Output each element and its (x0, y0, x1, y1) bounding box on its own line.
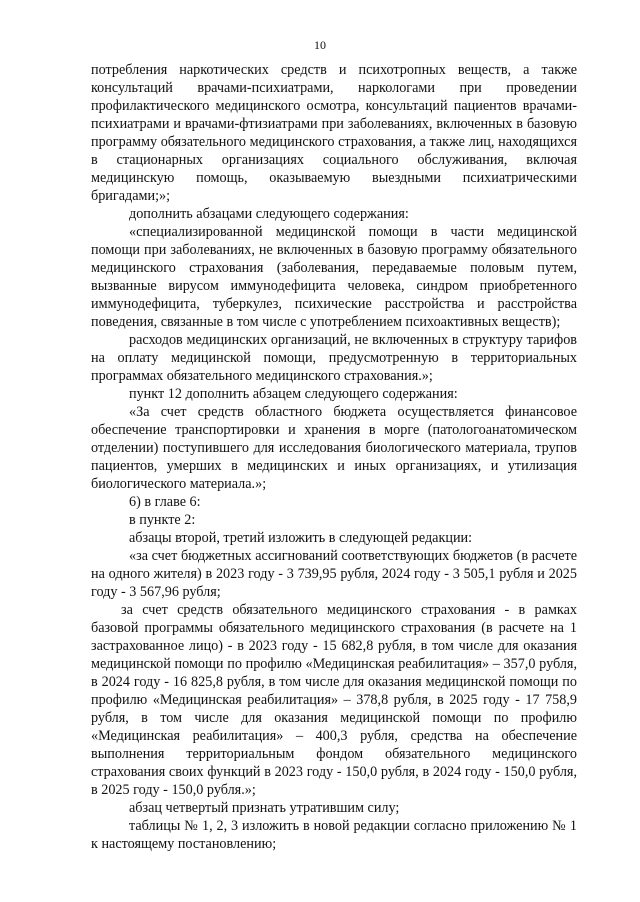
paragraph: «специализированной медицинской помощи в части медицинской помощи при заболеваниях, не включенных в базовую программу обязательного медицинского страхования (заболевания, передаваемые половым путем, вызванные вирусом иммунодефицита человека, синдром приобретенного иммунодефицита, туберкулез, психические расстройства и расстройства поведения, связанные в том числе с употреблением психоактивных веществ); (91, 224, 577, 330)
paragraph: «за счет бюджетных ассигнований соответствующих бюджетов (в расчете на одного жителя) в 2023 году - 3 739,95 рубля, 2024 году - 3 505,1 рубля и 2025 году - 3 567,96 рубля; (91, 548, 577, 600)
paragraph: дополнить абзацами следующего содержания: (129, 206, 409, 222)
page-number: 10 (314, 38, 326, 52)
paragraph: в пункте 2: (129, 512, 196, 528)
paragraph: абзацы второй, третий изложить в следующей редакции: (129, 530, 473, 546)
paragraph: пункт 12 дополнить абзацем следующего содержания: (129, 386, 458, 402)
paragraph: за счет средств обязательного медицинского страхования - в рамках базовой программы обязательного медицинского страхования (в расчете на 1 застрахованное лицо) - в 2023 году - 15 682,8 рубля, в том числе для оказания медицинской помощи по профилю «Медицинская реабилитация» – 357,0 рубля, в 2024 году - 16 825,8 рубля, в том числе для оказания медицинской помощи по профилю «Медицинская реабилитация» – 378,8 рубля, в 2025 году - 17 758,9 рубля, в том числе для оказания медицинской помощи по профилю «Медицинская реабилитация» – 400,3 рубля, средства на обеспечение выполнения территориальным фондом обязательного медицинского страхования своих функций в 2023 году - 150,0 рубля, в 2024 году - 150,0 рубля, в 2025 году - 150,0 рубля.»; (91, 602, 577, 798)
paragraph: таблицы № 1, 2, 3 изложить в новой редакции согласно приложению № 1 к настоящему постановлению; (91, 818, 577, 852)
document-body (91, 61, 577, 853)
paragraph: 6) в главе 6: (129, 494, 201, 510)
paragraph: расходов медицинских организаций, не включенных в структуру тарифов на оплату медицинской помощи, предусмотренную в территориальных программах обязательного медицинского страхования.»; (91, 332, 577, 384)
paragraph: абзац четвертый признать утратившим силу; (129, 800, 400, 816)
paragraph: «За счет средств областного бюджета осуществляется финансовое обеспечение транспортировки и хранения в морге (патологоанатомическом отделении) поступившего для исследования биологического материала, трупов пациентов, умерших в медицинских и иных организациях, и утилизация биологического материала.»; (91, 404, 577, 492)
paragraph: потребления наркотических средств и психотропных веществ, а также консультаций врачами-психиатрами, наркологами при проведении профилактического медицинского осмотра, консультаций пациентов врачами-психиатрами и врачами-фтизиатрами при заболеваниях, включенных в базовую программу обязательного медицинского страхования, а также лиц, находящихся в стационарных организациях социального обслуживания, включая медицинскую помощь, оказываемую выездными психиатрическими бригадами;»; (91, 62, 577, 204)
